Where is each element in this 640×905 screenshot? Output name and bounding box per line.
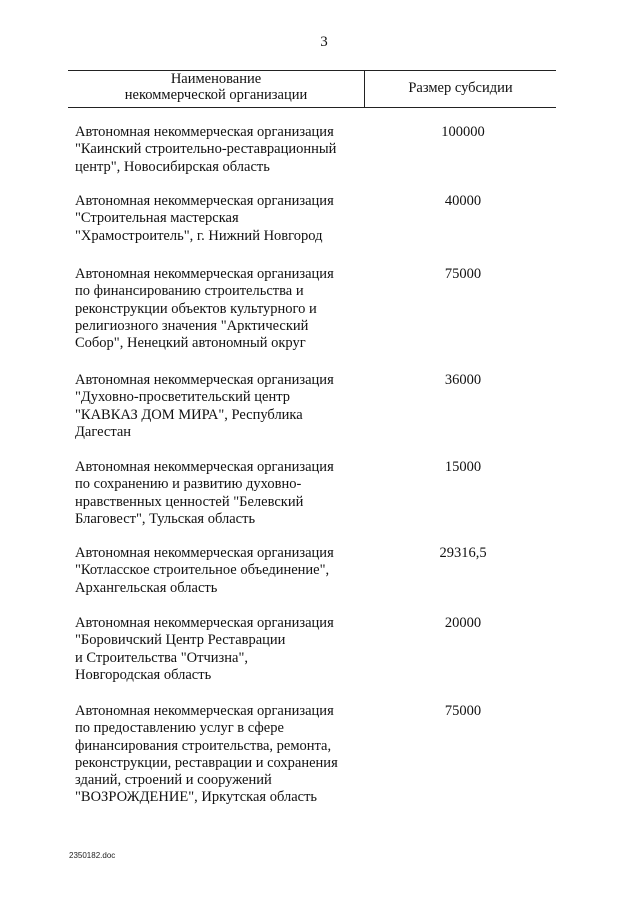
header-name-column [68,71,364,103]
organization-name-line: по финансированию строительства и [75,283,304,300]
table-header [68,70,556,108]
subsidy-amount: 75000 [444,266,482,282]
organization-name-line: финансирования строительства, ремонта, [75,737,332,754]
organizations-list [75,124,555,813]
organization-name-line: "ВОЗРОЖДЕНИЕ", Иркутская область [75,789,318,806]
organization-name [75,459,375,528]
organization-name [75,545,375,597]
organization-name-line: по сохранению и развитию духовно- [75,476,302,493]
organization-name-line: "Боровичский Центр Реставрации [75,632,286,649]
table-row [75,193,555,266]
organization-name-line: и Строительства "Отчизна", [75,649,248,666]
organization-name-line: религиозного значения "Арктический [75,317,309,334]
organization-name-line: Автономная некоммерческая организация [75,615,334,631]
subsidy-amount: 100000 [441,124,485,140]
document-code: 2350182.doc [69,851,116,860]
organization-name-line: Собор", Ненецкий автономный округ [75,335,306,352]
table-row [75,703,555,813]
organization-name-line: "Духовно-просветительский центр [75,389,291,406]
organization-name-line: Автономная некоммерческая организация [75,372,334,388]
header-name-line: некоммерческой организации [124,87,308,103]
organization-name-line: "Каинский строительно-реставрационный [75,141,337,158]
organization-name-line: "КАВКАЗ ДОМ МИРА", Республика [75,406,303,423]
page-number: 3 [320,34,328,50]
organization-name [75,124,375,176]
header-name-line: Наименование [170,71,262,87]
organization-name-line: по предоставлению услуг в сфере [75,720,284,737]
organization-name-line: "Котласское строительное объединение", [75,562,330,579]
organization-name-line: нравственных ценностей "Белевский [75,493,304,510]
table-row [75,459,555,545]
header-bottom-rule [68,107,556,108]
organization-name-line: зданий, строений и сооружений [75,772,272,789]
subsidy-amount: 40000 [444,193,482,209]
organization-name-line: реконструкции объектов культурного и [75,300,317,317]
organization-name-line: Автономная некоммерческая организация [75,545,334,561]
organization-name-line: Автономная некоммерческая организация [75,124,334,140]
organization-name [75,615,375,684]
organization-name-line: центр", Новосибирская область [75,158,270,175]
organization-name [75,703,375,807]
header-subsidy-column: Размер субсидии [408,80,513,96]
organization-name-line: Благовест", Тульская область [75,510,256,527]
subsidy-amount: 29316,5 [439,545,487,561]
subsidy-amount: 15000 [444,459,482,475]
table-row [75,545,555,615]
organization-name [75,372,375,441]
table-row [75,124,555,193]
subsidy-amount: 36000 [444,372,482,388]
organization-name-line: Автономная некоммерческая организация [75,459,334,475]
organization-name [75,266,375,352]
subsidy-amount: 20000 [444,615,482,631]
organization-name-line: Автономная некоммерческая организация [75,703,334,719]
subsidy-amount: 75000 [444,703,482,719]
table-row [75,615,555,703]
organization-name-line: реконструкции, реставрации и сохранения [75,754,338,771]
organization-name-line: Новгородская область [75,666,212,683]
organization-name [75,193,375,245]
table-row [75,266,555,372]
table-row [75,372,555,459]
organization-name-line: "Строительная мастерская [75,210,239,227]
organization-name-line: Автономная некоммерческая организация [75,193,334,209]
organization-name-line: Архангельская область [75,579,218,596]
organization-name-line: Дагестан [75,423,132,440]
organization-name-line: "Храмостроитель", г. Нижний Новгород [75,227,323,244]
organization-name-line: Автономная некоммерческая организация [75,266,334,282]
